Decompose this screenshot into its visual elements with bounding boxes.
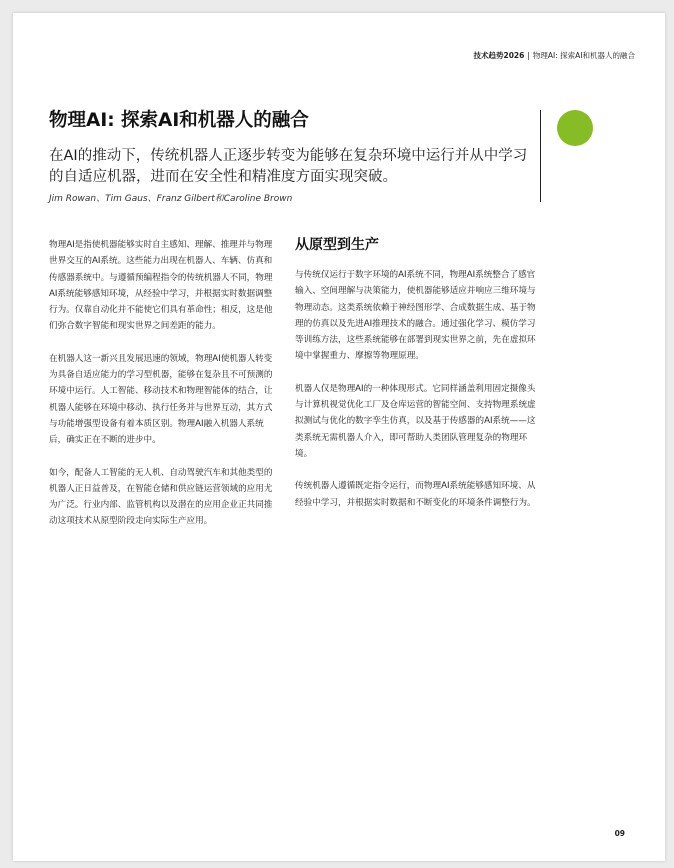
running-header xyxy=(473,50,635,61)
body-paragraph: 与传统仅运行于数字环境的AI系统不同，物理AI系统整合了感官输入、空间理解与决策能力，使机器能够适应并响应三维环境与物理动态。这类系统依赖于神经图形学、合成数据生成、基于物理的仿真以及先进AI推理技术的融合。通过强化学习、模仿学习等训练方法，这些系统能够在部署到现实世界之前，先在虚拟环境中掌握重力、摩擦等物理原理。 xyxy=(295,270,536,362)
body-paragraph: 在机器人这一新兴且发展迅速的领域，物理AI使机器人转变为具备自适应能力的学习型机器，能够在复杂且不可预测的环境中运行。人工智能、移动技术和物理智能体的结合，让机器人能够在环境中移动、执行任务并与世界互动，其方式与功能增强型设备有着本质区别。物理AI融入机器人系统后，确实正在不断的进步中。 xyxy=(49,353,273,446)
accent-dot xyxy=(557,110,593,146)
article-subtitle: 在AI的推动下，传统机器人正逐步转变为能够在复杂环境中运行并从中学习的自适应机器，进而在安全性和精准度方面实现突破。 xyxy=(49,148,528,185)
body-paragraph: 如今，配备人工智能的无人机、自动驾驶汽车和其他类型的机器人正日益普及，在智能仓储和供应链运营领域的应用尤为广泛。行业内部、监管机构以及潜在的应用企业正共同推动这项技术从原型阶段走向实际生产应用。 xyxy=(49,467,273,527)
right-column xyxy=(295,235,543,527)
header-separator: | xyxy=(527,51,530,60)
header-article-label: 物理AI: 探索AI和机器人的融合 xyxy=(532,51,635,60)
header-trend-label: 技术趋势2026 xyxy=(473,51,525,60)
body-paragraph: 物理AI是指使机器能够实时自主感知、理解、推理并与物理世界交互的AI系统。这些能力出现在机器人、车辆、仿真和传感器系统中。与遵循预编程指令的传统机器人不同，物理AI系统能够感知环境，从经验中学习，并根据实时数据调整行为。仅靠自动化并不能使它们具有革命性；相反，这是他们弥合数字智能和现实世界之间差距的能力。 xyxy=(49,240,273,332)
section-heading: 从原型到生产 xyxy=(295,237,379,253)
body-paragraph: 传统机器人遵循既定指令运行，而物理AI系统能够感知环境、从经验中学习，并根据实时数据和不断变化的环境条件调整行为。 xyxy=(295,481,536,508)
left-column xyxy=(49,237,274,546)
document-page xyxy=(13,13,665,861)
article-authors: Jim Rowan、Tim Gaus、Franz Gilbert和Caroline Brown xyxy=(49,194,293,204)
vertical-divider xyxy=(540,110,541,202)
page-number: 09 xyxy=(614,829,625,838)
body-paragraph: 机器人仅是物理AI的一种体现形式。它同样涵盖利用固定摄像头与计算机视觉优化工厂及仓库运营的智能空间、支持物理系统虚拟测试与优化的数字孪生仿真，以及基于传感器的AI系统——这类系统无需机器人介入，即可帮助人类团队管理复杂的物理环境。 xyxy=(295,383,536,459)
article-title: 物理AI: 探索AI和机器人的融合 xyxy=(49,110,309,131)
